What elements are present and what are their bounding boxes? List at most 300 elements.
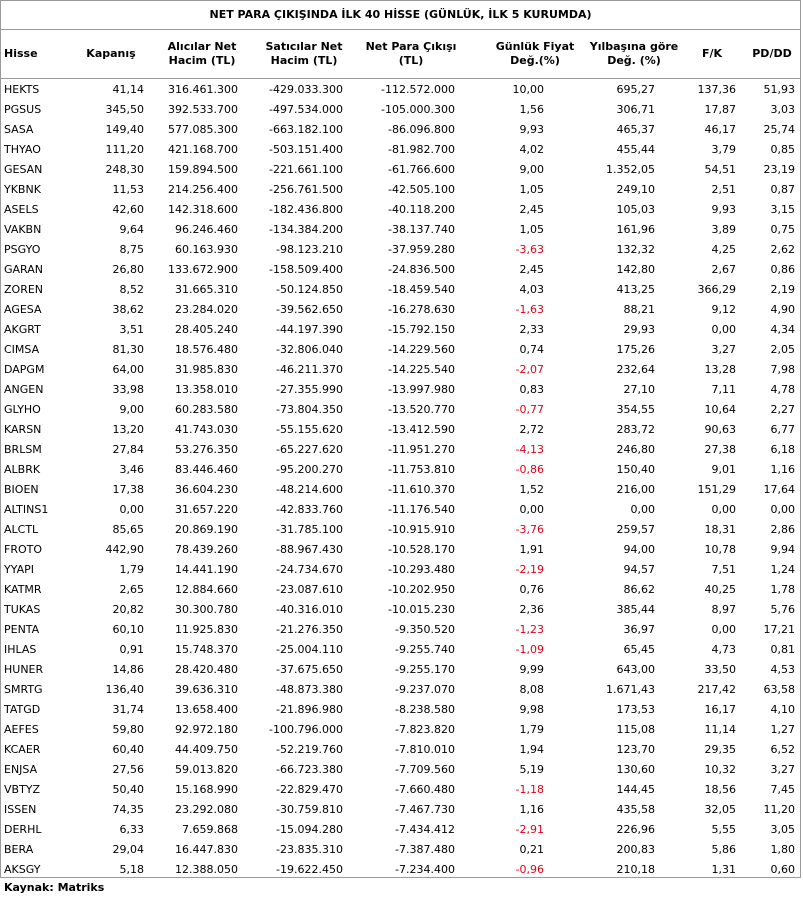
- pb-cell: 17,64: [763, 483, 795, 496]
- pe-cell: 7,51: [711, 563, 736, 576]
- net-outflow-cell: -7.467.730: [395, 803, 455, 816]
- pb-cell: 0,86: [770, 263, 795, 276]
- stock-cell: ASELS: [4, 203, 39, 216]
- ytd-change-cell: 150,40: [616, 463, 655, 476]
- table-body: [0, 80, 801, 880]
- ytd-change-cell: 161,96: [616, 223, 655, 236]
- stock-cell: CIMSA: [4, 343, 40, 356]
- pe-cell: 0,00: [711, 503, 736, 516]
- close-cell: 20,82: [112, 603, 144, 616]
- seller-volume-cell: -21.276.350: [276, 623, 343, 636]
- table-row: [0, 420, 801, 440]
- stock-cell: BRLSM: [4, 443, 42, 456]
- pb-cell: 1,16: [770, 463, 795, 476]
- ytd-change-cell: 306,71: [616, 103, 655, 116]
- pe-cell: 366,29: [697, 283, 736, 296]
- close-cell: 9,64: [119, 223, 144, 236]
- table-row: [0, 220, 801, 240]
- stock-cell: ANGEN: [4, 383, 44, 396]
- daily-change-cell: 0,00: [519, 503, 544, 516]
- daily-change-cell: -1,23: [515, 623, 544, 636]
- ytd-change-cell: 27,10: [623, 383, 655, 396]
- pb-cell: 1,78: [770, 583, 795, 596]
- seller-volume-cell: -73.804.350: [276, 403, 343, 416]
- net-outflow-cell: -10.915.910: [388, 523, 455, 536]
- daily-change-cell: -3,63: [515, 243, 544, 256]
- pb-cell: 0,75: [770, 223, 795, 236]
- header-seller-volume-line2: Hacim (TL): [270, 54, 338, 67]
- close-cell: 0,00: [119, 503, 144, 516]
- pe-cell: 9,12: [711, 303, 736, 316]
- header-daily-change: [480, 30, 590, 78]
- pe-cell: 3,79: [711, 143, 736, 156]
- stock-cell: AKGRT: [4, 323, 41, 336]
- table-row: [0, 300, 801, 320]
- seller-volume-cell: -44.197.390: [276, 323, 343, 336]
- daily-change-cell: 0,76: [519, 583, 544, 596]
- ytd-change-cell: 455,44: [616, 143, 655, 156]
- source-note: Kaynak: Matriks: [4, 881, 105, 894]
- net-outflow-cell: -7.234.400: [395, 863, 455, 876]
- seller-volume-cell: -37.675.650: [276, 663, 343, 676]
- seller-volume-cell: -100.796.000: [269, 723, 343, 736]
- pb-cell: 4,53: [770, 663, 795, 676]
- pb-cell: 3,05: [770, 823, 795, 836]
- stock-cell: IHLAS: [4, 643, 37, 656]
- pe-cell: 151,29: [697, 483, 736, 496]
- net-outflow-cell: -42.505.100: [388, 183, 455, 196]
- net-outflow-cell: -13.412.590: [388, 423, 455, 436]
- daily-change-cell: 2,45: [519, 203, 544, 216]
- stock-cell: ENJSA: [4, 763, 38, 776]
- net-outflow-cell: -14.225.540: [388, 363, 455, 376]
- table-row: [0, 680, 801, 700]
- daily-change-cell: 1,05: [519, 183, 544, 196]
- close-cell: 6,33: [119, 823, 144, 836]
- table-row: [0, 820, 801, 840]
- table-row: [0, 540, 801, 560]
- net-outflow-cell: -37.959.280: [388, 243, 455, 256]
- buyer-volume-cell: 28.405.240: [175, 323, 238, 336]
- ytd-change-cell: 354,55: [616, 403, 655, 416]
- ytd-change-cell: 246,80: [616, 443, 655, 456]
- ytd-change-cell: 175,26: [616, 343, 655, 356]
- daily-change-cell: 1,94: [519, 743, 544, 756]
- ytd-change-cell: 142,80: [616, 263, 655, 276]
- close-cell: 59,80: [112, 723, 144, 736]
- ytd-change-cell: 29,93: [623, 323, 655, 336]
- daily-change-cell: -4,13: [515, 443, 544, 456]
- seller-volume-cell: -66.723.380: [276, 763, 343, 776]
- stock-cell: TUKAS: [4, 603, 41, 616]
- pe-cell: 11,14: [704, 723, 736, 736]
- header-ytd-change-line1: Yılbaşına göre: [589, 40, 679, 53]
- stock-cell: ALTINS1: [4, 503, 49, 516]
- pe-cell: 40,25: [704, 583, 736, 596]
- pb-cell: 1,24: [770, 563, 795, 576]
- buyer-volume-cell: 53.276.350: [175, 443, 238, 456]
- pe-cell: 3,27: [711, 343, 736, 356]
- pe-cell: 2,67: [711, 263, 736, 276]
- net-outflow-cell: -16.278.630: [388, 303, 455, 316]
- ytd-change-cell: 249,10: [616, 183, 655, 196]
- table-row: [0, 760, 801, 780]
- stock-cell: AEFES: [4, 723, 39, 736]
- pb-cell: 2,62: [770, 243, 795, 256]
- seller-volume-cell: -30.759.810: [276, 803, 343, 816]
- pe-cell: 18,56: [704, 783, 736, 796]
- pb-cell: 2,86: [770, 523, 795, 536]
- net-outflow-cell: -11.176.540: [388, 503, 455, 516]
- seller-volume-cell: -95.200.270: [276, 463, 343, 476]
- seller-volume-cell: -98.123.210: [276, 243, 343, 256]
- net-outflow-cell: -9.255.740: [395, 643, 455, 656]
- buyer-volume-cell: 13.658.400: [175, 703, 238, 716]
- daily-change-cell: 9,00: [519, 163, 544, 176]
- stock-cell: YYAPI: [4, 563, 34, 576]
- seller-volume-cell: -50.124.850: [276, 283, 343, 296]
- ytd-change-cell: 132,32: [616, 243, 655, 256]
- pe-cell: 8,97: [711, 603, 736, 616]
- daily-change-cell: 2,33: [519, 323, 544, 336]
- table-row: [0, 100, 801, 120]
- table-row: [0, 280, 801, 300]
- close-cell: 0,91: [119, 643, 144, 656]
- buyer-volume-cell: 12.388.050: [175, 863, 238, 876]
- daily-change-cell: -2,91: [515, 823, 544, 836]
- pe-cell: 217,42: [697, 683, 736, 696]
- daily-change-cell: -0,96: [515, 863, 544, 876]
- stock-cell: HEKTS: [4, 83, 40, 96]
- buyer-volume-cell: 31.657.220: [175, 503, 238, 516]
- header-daily-change-line1: Günlük Fiyat: [495, 40, 575, 53]
- pe-cell: 9,93: [711, 203, 736, 216]
- daily-change-cell: 1,56: [519, 103, 544, 116]
- buyer-volume-cell: 13.358.010: [175, 383, 238, 396]
- stock-cell: FROTO: [4, 543, 43, 556]
- close-cell: 11,53: [112, 183, 144, 196]
- close-cell: 81,30: [112, 343, 144, 356]
- ytd-change-cell: 173,53: [616, 703, 655, 716]
- table-row: [0, 560, 801, 580]
- ytd-change-cell: 123,70: [616, 743, 655, 756]
- pb-cell: 2,19: [770, 283, 795, 296]
- buyer-volume-cell: 15.748.370: [175, 643, 238, 656]
- ytd-change-cell: 144,45: [616, 783, 655, 796]
- seller-volume-cell: -429.033.300: [269, 83, 343, 96]
- close-cell: 149,40: [105, 123, 144, 136]
- table-row: [0, 260, 801, 280]
- close-cell: 2,65: [119, 583, 144, 596]
- ytd-change-cell: 226,96: [616, 823, 655, 836]
- buyer-volume-cell: 59.013.820: [175, 763, 238, 776]
- buyer-volume-cell: 44.409.750: [175, 743, 238, 756]
- pe-cell: 10,64: [704, 403, 736, 416]
- seller-volume-cell: -31.785.100: [276, 523, 343, 536]
- pe-cell: 3,89: [711, 223, 736, 236]
- table-row: [0, 80, 801, 100]
- close-cell: 27,56: [112, 763, 144, 776]
- stock-cell: VAKBN: [4, 223, 42, 236]
- net-outflow-cell: -7.709.560: [395, 763, 455, 776]
- stock-cell: BIOEN: [4, 483, 39, 496]
- header-buyer-volume: [152, 30, 252, 78]
- pb-cell: 4,90: [770, 303, 795, 316]
- close-cell: 31,74: [112, 703, 144, 716]
- pb-cell: 7,98: [770, 363, 795, 376]
- close-cell: 345,50: [105, 103, 144, 116]
- net-outflow-cell: -61.766.600: [388, 163, 455, 176]
- stock-cell: DAPGM: [4, 363, 45, 376]
- pe-cell: 137,36: [697, 83, 736, 96]
- stock-cell: GESAN: [4, 163, 43, 176]
- net-outflow-cell: -11.610.370: [388, 483, 455, 496]
- close-cell: 38,62: [112, 303, 144, 316]
- seller-volume-cell: -503.151.400: [269, 143, 343, 156]
- daily-change-cell: 0,83: [519, 383, 544, 396]
- stock-cell: ALBRK: [4, 463, 41, 476]
- table-row: [0, 400, 801, 420]
- daily-change-cell: -0,77: [515, 403, 544, 416]
- pe-cell: 54,51: [704, 163, 736, 176]
- close-cell: 136,40: [105, 683, 144, 696]
- seller-volume-cell: -40.316.010: [276, 603, 343, 616]
- buyer-volume-cell: 23.284.020: [175, 303, 238, 316]
- net-outflow-cell: -8.238.580: [395, 703, 455, 716]
- seller-volume-cell: -48.214.600: [276, 483, 343, 496]
- stock-cell: DERHL: [4, 823, 42, 836]
- stock-cell: KARSN: [4, 423, 42, 436]
- seller-volume-cell: -158.509.400: [269, 263, 343, 276]
- net-outflow-cell: -7.810.010: [395, 743, 455, 756]
- table-header: [0, 30, 801, 79]
- net-outflow-cell: -7.434.412: [395, 823, 455, 836]
- pb-cell: 6,18: [770, 443, 795, 456]
- ytd-change-cell: 115,08: [616, 723, 655, 736]
- buyer-volume-cell: 96.246.460: [175, 223, 238, 236]
- pe-cell: 10,32: [704, 763, 736, 776]
- page-title: NET PARA ÇIKIŞINDA İLK 40 HİSSE (GÜNLÜK, İLK 5 KURUMDA): [0, 0, 801, 30]
- stock-cell: GARAN: [4, 263, 43, 276]
- pe-cell: 4,25: [711, 243, 736, 256]
- close-cell: 3,46: [119, 463, 144, 476]
- ytd-change-cell: 465,37: [616, 123, 655, 136]
- net-outflow-cell: -11.951.270: [388, 443, 455, 456]
- daily-change-cell: 5,19: [519, 763, 544, 776]
- net-outflow-cell: -105.000.300: [381, 103, 455, 116]
- seller-volume-cell: -23.835.310: [276, 843, 343, 856]
- pb-cell: 0,81: [770, 643, 795, 656]
- stock-cell: KATMR: [4, 583, 42, 596]
- stock-cell: YKBNK: [4, 183, 41, 196]
- table-row: [0, 800, 801, 820]
- daily-change-cell: 0,21: [519, 843, 544, 856]
- ytd-change-cell: 210,18: [616, 863, 655, 876]
- table-row: [0, 460, 801, 480]
- close-cell: 5,18: [119, 863, 144, 876]
- daily-change-cell: 2,72: [519, 423, 544, 436]
- close-cell: 42,60: [112, 203, 144, 216]
- buyer-volume-cell: 142.318.600: [168, 203, 238, 216]
- buyer-volume-cell: 214.256.400: [168, 183, 238, 196]
- pb-cell: 3,03: [770, 103, 795, 116]
- daily-change-cell: 2,45: [519, 263, 544, 276]
- net-outflow-cell: -13.997.980: [388, 383, 455, 396]
- close-cell: 33,98: [112, 383, 144, 396]
- ytd-change-cell: 1.671,43: [606, 683, 655, 696]
- daily-change-cell: -1,63: [515, 303, 544, 316]
- close-cell: 3,51: [119, 323, 144, 336]
- table-row: [0, 780, 801, 800]
- net-outflow-cell: -9.350.520: [395, 623, 455, 636]
- seller-volume-cell: -22.829.470: [276, 783, 343, 796]
- table-row: [0, 240, 801, 260]
- net-outflow-cell: -40.118.200: [388, 203, 455, 216]
- close-cell: 248,30: [105, 163, 144, 176]
- pb-cell: 6,52: [770, 743, 795, 756]
- ytd-change-cell: 216,00: [616, 483, 655, 496]
- close-cell: 41,14: [112, 83, 144, 96]
- buyer-volume-cell: 78.439.260: [175, 543, 238, 556]
- table-row: [0, 160, 801, 180]
- pe-cell: 13,28: [704, 363, 736, 376]
- seller-volume-cell: -221.661.100: [269, 163, 343, 176]
- pe-cell: 33,50: [704, 663, 736, 676]
- buyer-volume-cell: 421.168.700: [168, 143, 238, 156]
- table-row: [0, 600, 801, 620]
- buyer-volume-cell: 92.972.180: [175, 723, 238, 736]
- stock-cell: GLYHO: [4, 403, 41, 416]
- net-outflow-cell: -11.753.810: [388, 463, 455, 476]
- pb-cell: 4,34: [770, 323, 795, 336]
- net-outflow-cell: -24.836.500: [388, 263, 455, 276]
- buyer-volume-cell: 18.576.480: [175, 343, 238, 356]
- close-cell: 13,20: [112, 423, 144, 436]
- close-cell: 50,40: [112, 783, 144, 796]
- stock-cell: AKSGY: [4, 863, 41, 876]
- close-cell: 8,75: [119, 243, 144, 256]
- stock-cell: TATGD: [4, 703, 41, 716]
- buyer-volume-cell: 36.604.230: [175, 483, 238, 496]
- close-cell: 17,38: [112, 483, 144, 496]
- table-row: [0, 700, 801, 720]
- stock-cell: PENTA: [4, 623, 40, 636]
- table-row: [0, 120, 801, 140]
- buyer-volume-cell: 16.447.830: [175, 843, 238, 856]
- seller-volume-cell: -497.534.000: [269, 103, 343, 116]
- pe-cell: 5,86: [711, 843, 736, 856]
- buyer-volume-cell: 577.085.300: [168, 123, 238, 136]
- buyer-volume-cell: 11.925.830: [175, 623, 238, 636]
- pe-cell: 9,01: [711, 463, 736, 476]
- close-cell: 29,04: [112, 843, 144, 856]
- pb-cell: 9,94: [770, 543, 795, 556]
- table-row: [0, 860, 801, 880]
- daily-change-cell: 1,91: [519, 543, 544, 556]
- pb-cell: 2,05: [770, 343, 795, 356]
- pb-cell: 23,19: [763, 163, 795, 176]
- daily-change-cell: 1,79: [519, 723, 544, 736]
- ytd-change-cell: 283,72: [616, 423, 655, 436]
- seller-volume-cell: -52.219.760: [276, 743, 343, 756]
- header-ytd-change-line2: Değ. (%): [607, 54, 661, 67]
- table-row: [0, 580, 801, 600]
- header-net-outflow: [356, 30, 466, 78]
- pb-cell: 2,27: [770, 403, 795, 416]
- header-pb: PD/DD: [752, 47, 792, 60]
- pe-cell: 7,11: [711, 383, 736, 396]
- buyer-volume-cell: 60.283.580: [175, 403, 238, 416]
- ytd-change-cell: 643,00: [616, 663, 655, 676]
- pb-cell: 1,80: [770, 843, 795, 856]
- seller-volume-cell: -32.806.040: [276, 343, 343, 356]
- daily-change-cell: -2,07: [515, 363, 544, 376]
- pb-cell: 17,21: [763, 623, 795, 636]
- daily-change-cell: -1,09: [515, 643, 544, 656]
- pb-cell: 6,77: [770, 423, 795, 436]
- stock-cell: PGSUS: [4, 103, 42, 116]
- net-outflow-cell: -18.459.540: [388, 283, 455, 296]
- pe-cell: 4,73: [711, 643, 736, 656]
- close-cell: 1,79: [119, 563, 144, 576]
- pb-cell: 0,60: [770, 863, 795, 876]
- close-cell: 85,65: [112, 523, 144, 536]
- header-close: Kapanış: [86, 47, 136, 60]
- table-row: [0, 620, 801, 640]
- close-cell: 111,20: [105, 143, 144, 156]
- buyer-volume-cell: 41.743.030: [175, 423, 238, 436]
- buyer-volume-cell: 12.884.660: [175, 583, 238, 596]
- ytd-change-cell: 435,58: [616, 803, 655, 816]
- table-row: [0, 660, 801, 680]
- buyer-volume-cell: 23.292.080: [175, 803, 238, 816]
- table-row: [0, 640, 801, 660]
- buyer-volume-cell: 20.869.190: [175, 523, 238, 536]
- net-outflow-cell: -9.255.170: [395, 663, 455, 676]
- pe-cell: 46,17: [704, 123, 736, 136]
- pe-cell: 29,35: [704, 743, 736, 756]
- close-cell: 14,86: [112, 663, 144, 676]
- seller-volume-cell: -134.384.200: [269, 223, 343, 236]
- pb-cell: 5,76: [770, 603, 795, 616]
- seller-volume-cell: -182.436.800: [269, 203, 343, 216]
- table-row: [0, 500, 801, 520]
- daily-change-cell: -0,86: [515, 463, 544, 476]
- net-outflow-cell: -10.293.480: [388, 563, 455, 576]
- net-outflow-cell: -7.823.820: [395, 723, 455, 736]
- buyer-volume-cell: 14.441.190: [175, 563, 238, 576]
- ytd-change-cell: 94,57: [623, 563, 655, 576]
- pb-cell: 0,00: [770, 503, 795, 516]
- table-row: [0, 740, 801, 760]
- daily-change-cell: 9,93: [519, 123, 544, 136]
- stock-cell: BERA: [4, 843, 34, 856]
- ytd-change-cell: 36,97: [623, 623, 655, 636]
- header-net-outflow-line1: Net Para Çıkışı: [365, 40, 457, 53]
- buyer-volume-cell: 28.420.480: [175, 663, 238, 676]
- daily-change-cell: 1,52: [519, 483, 544, 496]
- buyer-volume-cell: 83.446.460: [175, 463, 238, 476]
- pb-cell: 1,27: [770, 723, 795, 736]
- seller-volume-cell: -46.211.370: [276, 363, 343, 376]
- close-cell: 9,00: [119, 403, 144, 416]
- stock-cell: SASA: [4, 123, 34, 136]
- pb-cell: 3,15: [770, 203, 795, 216]
- ytd-change-cell: 88,21: [623, 303, 655, 316]
- pe-cell: 32,05: [704, 803, 736, 816]
- seller-volume-cell: -55.155.620: [276, 423, 343, 436]
- close-cell: 27,84: [112, 443, 144, 456]
